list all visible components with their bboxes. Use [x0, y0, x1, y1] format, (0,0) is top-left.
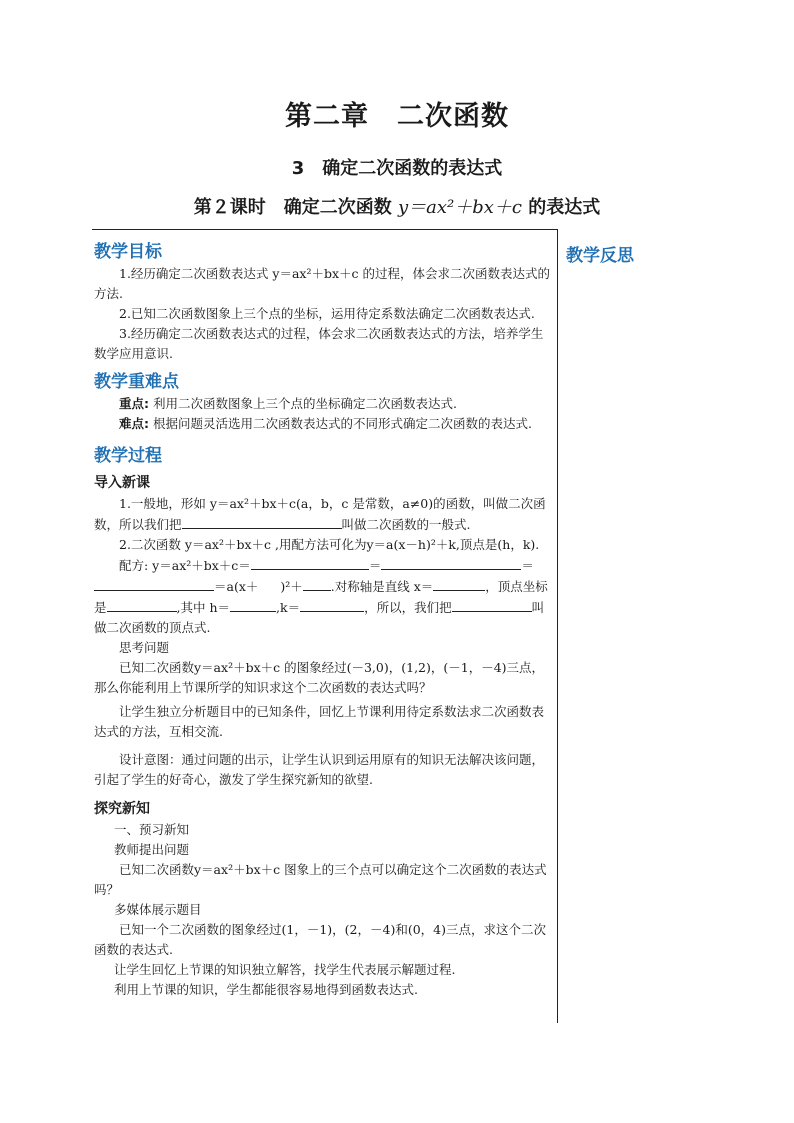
goal-item: 3.经历确定二次函数表达式的过程，体会求二次函数表达式的方法，培养学生数学应用意识. — [94, 326, 544, 361]
difficult-label: 难点: — [119, 416, 149, 431]
answer-blank[interactable] — [230, 597, 276, 612]
preview-label: 一、预习新知 — [114, 822, 190, 837]
use-text: 利用上节课的知识，学生都能很容易地得到函数表达式. — [114, 982, 418, 997]
answer-blank[interactable] — [452, 597, 532, 612]
media-label: 多媒体展示题目 — [114, 902, 202, 917]
vertex-form-part: ＝a(x＋ — [214, 579, 259, 594]
recall-text: 让学生回忆上节课的知识独立解答，找学生代表展示解题过程. — [114, 962, 456, 977]
media-question: 已知一个二次函数的图象经过(1，－1)，(2，－4)和(0，4)三点，求这个二次函数的表达式. — [94, 922, 546, 957]
teacher-question: 已知二次函数y＝ax²＋bx＋c 图象上的三个点可以确定这个二次函数的表达式吗？ — [94, 862, 547, 897]
answer-blank[interactable] — [258, 577, 280, 591]
intro-item-1-tail: 叫做二次函数的一般式. — [341, 517, 471, 532]
k-text: ,k＝ — [276, 600, 301, 615]
key-heading: 教学重难点 — [94, 372, 179, 392]
answer-blank[interactable] — [182, 514, 342, 529]
vertex-text: ，顶点坐标是 — [94, 579, 548, 615]
axis-text: .对称轴是直线 x＝ — [330, 579, 434, 594]
lesson-title-formula: y＝ax²＋bx＋c — [397, 197, 523, 218]
intro-heading: 导入新课 — [94, 475, 150, 491]
lesson-title — [0, 193, 794, 219]
lesson-title-suffix: 的表达式 — [528, 197, 601, 218]
completing-square-label: 配方: y＝ax²＋bx＋c＝ — [119, 558, 251, 573]
design-intent: 设计意图：通过问题的出示，让学生认识到运用原有的知识无法解决该问题，引起了学生的好奇心，激发了学生探究新知的欲望. — [94, 752, 545, 787]
difficult-text: 根据问题灵活选用二次函数表达式的不同形式确定二次函数的表达式. — [149, 416, 532, 431]
key-label: 重点: — [119, 396, 149, 411]
vertex-form-part: )²＋ — [280, 579, 303, 594]
so-text: ，所以，我们把 — [364, 600, 452, 615]
column-divider — [557, 229, 558, 1023]
answer-blank[interactable] — [107, 597, 177, 612]
student-activity: 让学生独立分析题目中的已知条件，回忆上节课利用待定系数法求二次函数表达式的方法，互相交流. — [94, 704, 545, 739]
teacher-label: 教师提出问题 — [114, 842, 190, 857]
process-heading: 教学过程 — [94, 446, 162, 466]
goals-heading: 教学目标 — [94, 242, 162, 262]
answer-blank[interactable] — [433, 576, 485, 591]
key-point — [94, 394, 552, 414]
answer-blank[interactable] — [303, 576, 331, 591]
completing-square — [94, 555, 552, 638]
think-question: 已知二次函数y＝ax²＋bx＋c 的图象经过(－3,0)，(1,2)，(－1，－4)三点，那么你能利用上节课所学的知识求这个二次函数的表达式吗？ — [94, 660, 545, 695]
table-top-rule — [92, 229, 558, 230]
answer-blank[interactable] — [300, 597, 364, 612]
goal-item: 1.经历确定二次函数表达式 y＝ax²＋bx＋c 的过程，体会求二次函数表达式的方法. — [94, 266, 551, 301]
lesson-title-prefix: 第２课时 确定二次函数 — [193, 197, 392, 218]
intro-item-1-text: 1.一般地，形如 y＝ax²＋bx＋c(a，b，c 是常数，a≠0)的函数，叫做二次函数，所以我们把 — [94, 496, 546, 532]
think-label: 思考问题 — [119, 640, 170, 655]
difficult-point — [94, 414, 552, 434]
intro-item-2: 2.二次函数 y＝ax²＋bx＋c ,用配方法可化为y＝a(x－h)²＋k,顶点是(h，k). — [119, 537, 540, 552]
section-title: 3 确定二次函数的表达式 — [291, 158, 503, 179]
key-text: 利用二次函数图象上三个点的坐标确定二次函数表达式. — [149, 396, 457, 411]
intro-item-1 — [94, 494, 552, 535]
goal-item: 2.已知二次函数图象上三个点的坐标，运用待定系数法确定二次函数表达式. — [119, 306, 535, 321]
where-text: ,其中 h＝ — [176, 600, 231, 615]
answer-blank[interactable] — [381, 555, 521, 570]
main-column — [94, 240, 552, 1000]
chapter-title: 第二章 二次函数 — [285, 101, 509, 132]
equals-sign: ＝ — [521, 558, 534, 573]
answer-blank[interactable] — [251, 555, 369, 570]
answer-blank[interactable] — [94, 576, 214, 591]
explore-heading: 探究新知 — [94, 801, 150, 817]
reflection-heading: 教学反思 — [566, 246, 634, 266]
vertex-form-text: 叫做二次函数的顶点式. — [94, 600, 545, 635]
equals-sign: ＝ — [368, 558, 382, 573]
